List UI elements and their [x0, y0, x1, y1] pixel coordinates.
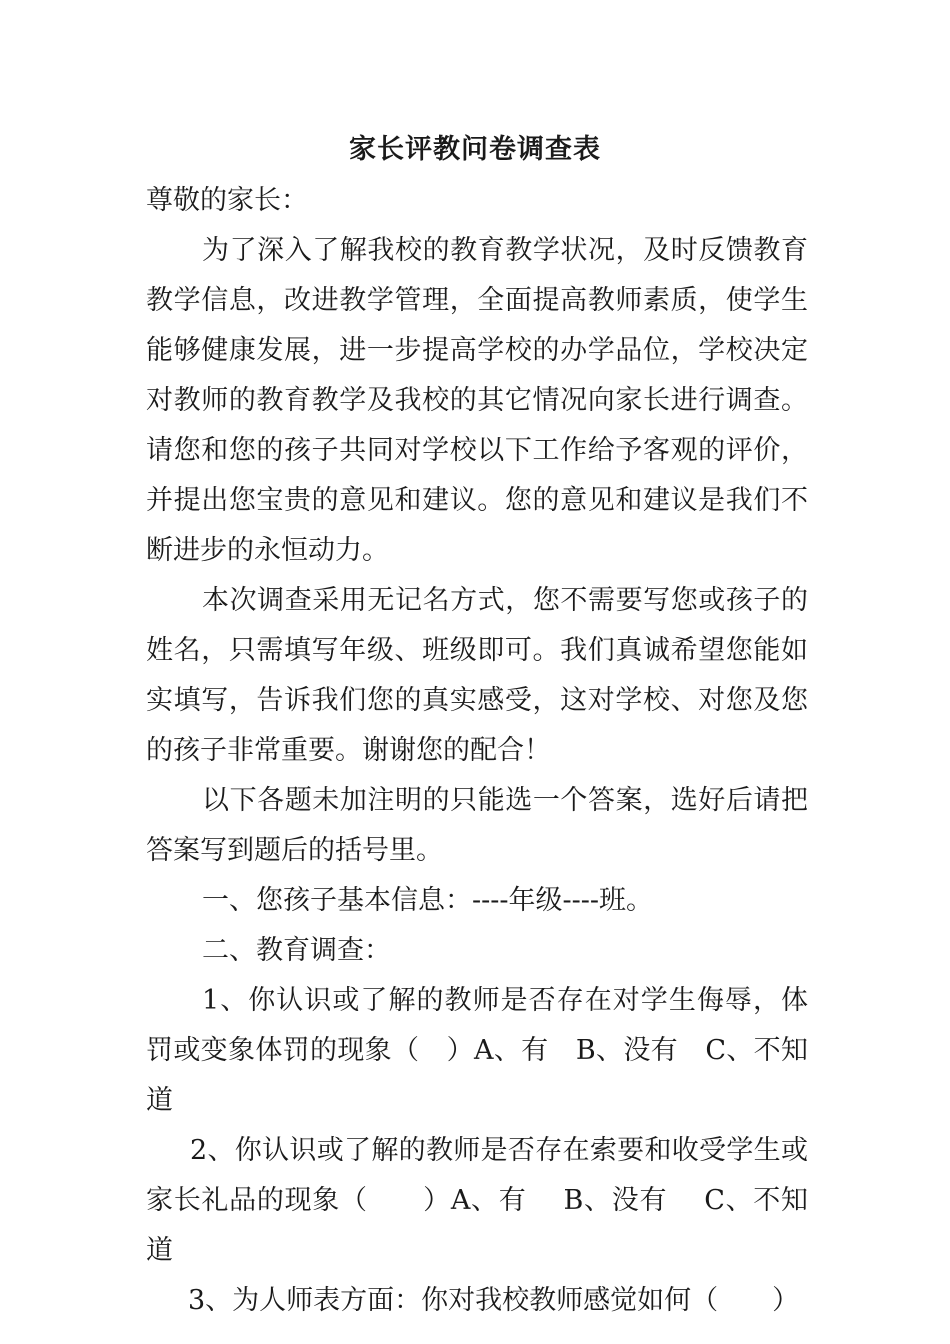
- question-2: 2、你认识或了解的教师是否存在索要和收受学生或家长礼品的现象（ ）A、有 B、没有 C、不知道: [146, 1135, 808, 1266]
- salutation: 尊敬的家长：: [146, 185, 308, 216]
- document-title: 家长评教问卷调查表: [349, 134, 601, 165]
- intro-paragraph-2: 本次调查采用无记名方式，您不需要写您或孩子的姓名，只需填写年级、班级即可。我们真诚希望您能如实填写，告诉我们您的真实感受，这对学校、对您及您的孩子非常重要。谢谢您的配合！: [146, 585, 808, 766]
- question-1: 1、你认识或了解的教师是否存在对学生侮辱，体罚或变象体罚的现象（ ）A、有 B、没有 C、不知道: [146, 985, 808, 1116]
- section-education-survey: 二、教育调查：: [202, 935, 391, 966]
- intro-paragraph-1: 为了深入了解我校的教育教学状况，及时反馈教育教学信息，改进教学管理，全面提高教师素质，使学生能够健康发展，进一步提高学校的办学品位，学校决定对教师的教育教学及我校的其它情况向家长进行调查。请您和您的孩子共同对学校以下工作给予客观的评价，并提出您宝贵的意见和建议。您的意见和建议是我们不断进步的永恒动力。: [146, 235, 808, 566]
- instruction-paragraph: 以下各题未加注明的只能选一个答案，选好后请把答案写到题后的括号里。: [146, 785, 808, 866]
- document-body: [146, 176, 808, 1326]
- question-3: 3、为人师表方面：你对我校教师感觉如何（ ）: [188, 1285, 800, 1316]
- section-basic-info: 一、您孩子基本信息：----年级----班。: [202, 885, 653, 916]
